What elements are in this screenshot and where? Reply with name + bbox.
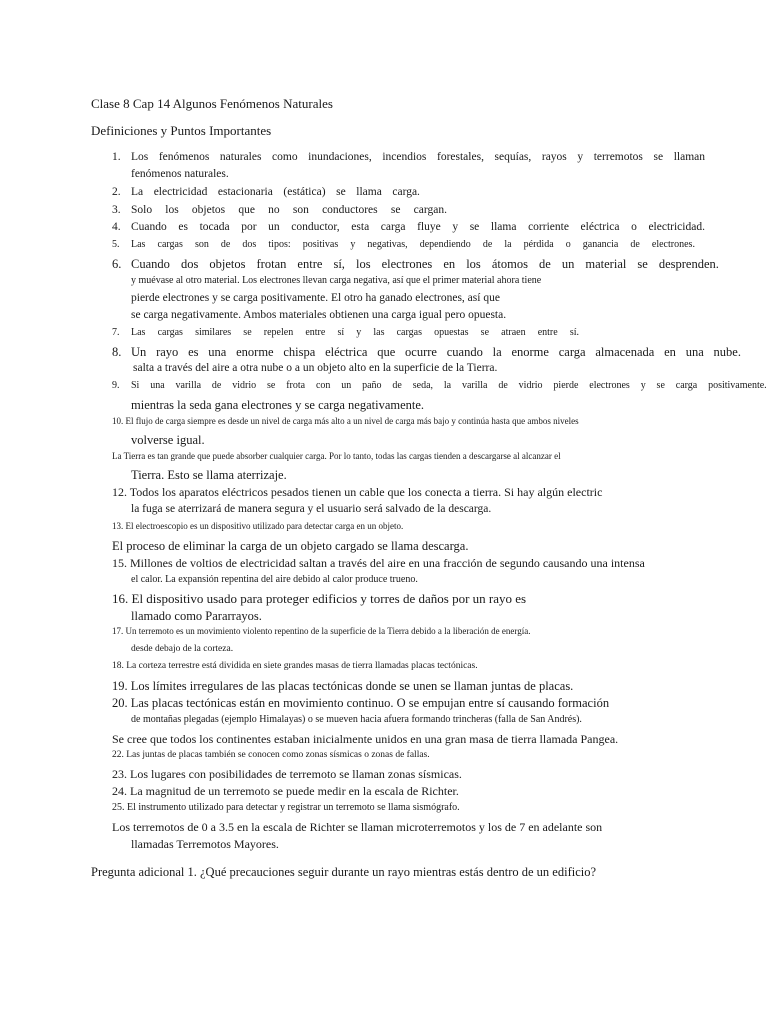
item-text: 13. El electroescopio es un dispositivo utilizado para detectar carga en un objeto.: [112, 521, 404, 531]
item-text-continued: llamadas Terremotos Mayores.: [131, 837, 279, 851]
item-text: Se cree que todos los continentes estaban inicialmente unidos en una gran masa de tierra llamada Pangea.: [112, 732, 619, 746]
item-text-continued: volverse igual.: [131, 433, 205, 447]
item-text-continued: llamado como Pararrayos.: [131, 609, 262, 623]
item-text-continued: mientras la seda gana electrones y se carga negativamente.: [131, 398, 425, 412]
item-number: 9.: [112, 380, 120, 391]
item-text: 16. El dispositivo usado para proteger edificios y torres de daños por un rayo es: [112, 591, 527, 606]
section-heading: Definiciones y Puntos Importantes: [91, 123, 272, 138]
item-text: Solo los objetos que no son conductores se cargan.: [131, 204, 447, 216]
item-text: Las cargas similares se repelen entre sí y las cargas opuestas se atraen entre sí.: [131, 327, 579, 338]
item-text-continued: fenómenos naturales.: [131, 168, 229, 180]
item-text: El proceso de eliminar la carga de un objeto cargado se llama descarga.: [112, 539, 469, 553]
item-text-continued: salta a través del aire a otra nube o a un objeto alto en la superficie de la Tierra.: [133, 362, 498, 374]
item-number: 2.: [112, 186, 121, 198]
item-text-continued: Tierra. Esto se llama aterrizaje.: [131, 468, 287, 482]
item-text: 24. La magnitud de un terremoto se puede medir en la escala de Richter.: [112, 784, 459, 798]
item-text-continued: pierde electrones y se carga positivamente. El otro ha ganado electrones, así que: [131, 292, 500, 304]
item-text: La electricidad estacionaria (estática) se llama carga.: [131, 186, 420, 198]
item-number: 8.: [112, 345, 122, 359]
item-text: 10. El flujo de carga siempre es desde un nivel de carga más alto a un nivel de carga más bajo y continúa hasta que ambos niveles: [112, 416, 579, 426]
item-text: 18. La corteza terrestre está dividida en siete grandes masas de tierra llamadas placas tectónicas.: [112, 661, 478, 671]
item-text: La Tierra es tan grande que puede absorber cualquier carga. Por lo tanto, todas las cargas tienden a descargarse al alcanzar el: [112, 451, 561, 461]
item-number: 6.: [112, 257, 122, 271]
item-text: 17. Un terremoto es un movimiento violento repentino de la superficie de la Tierra debido a la liberación de energía.: [112, 626, 531, 636]
item-text: 22. Las juntas de placas también se conocen como zonas sísmicas o zonas de fallas.: [112, 750, 430, 760]
item-text: Cuando dos objetos frotan entre sí, los electrones en los átomos de un material se desprenden.: [131, 257, 719, 271]
item-text: 12. Todos los aparatos eléctricos pesados tienen un cable que los conecta a tierra. Si hay algún electric: [112, 485, 603, 499]
item-text-continued: se carga negativamente. Ambos materiales obtienen una carga igual pero opuesta.: [131, 309, 507, 321]
item-text-continued: desde debajo de la corteza.: [131, 644, 234, 654]
item-number: 7.: [112, 327, 120, 338]
item-text: Las cargas son de dos tipos: positivas y negativas, dependiendo de la pérdida o ganancia de electrones.: [131, 239, 695, 250]
item-text: Cuando es tocada por un conductor, esta carga fluye y se llama corriente eléctrica o electricidad.: [131, 221, 705, 233]
item-number: 3.: [112, 204, 121, 216]
item-text-continued: el calor. La expansión repentina del aire debido al calor produce trueno.: [131, 574, 418, 585]
item-text: Un rayo es una enorme chispa eléctrica que ocurre cuando la enorme carga almacenada en una nube.: [131, 345, 741, 359]
item-number: 4.: [112, 221, 121, 233]
extra-question: Pregunta adicional 1. ¿Qué precauciones seguir durante un rayo mientras estás dentro de un edificio?: [91, 865, 597, 879]
item-text: Los fenómenos naturales como inundaciones, incendios forestales, sequías, rayos y terremotos se llaman: [131, 151, 705, 163]
item-number: 5.: [112, 239, 120, 250]
item-text: 25. El instrumento utilizado para detectar y registrar un terremoto se llama sismógrafo.: [112, 802, 460, 813]
item-text: Si una varilla de vidrio se frota con un paño de seda, la varilla de vidrio pierde electrones y se carga positivamente.: [131, 380, 767, 391]
item-text: 19. Los límites irregulares de las placas tectónicas donde se unen se llaman juntas de placas.: [112, 679, 574, 693]
item-text: 20. Las placas tectónicas están en movimiento continuo. O se empujan entre sí causando formación: [112, 696, 610, 710]
page-title: Clase 8 Cap 14 Algunos Fenómenos Naturales: [91, 96, 333, 111]
item-text-continued: y muévase al otro material. Los electrones llevan carga negativa, así que el primer material ahora tiene: [131, 275, 542, 286]
item-text-continued: de montañas plegadas (ejemplo Himalayas) o se mueven hacia afuera formando trincheras (falla de San Andrés).: [131, 714, 582, 725]
item-text: Los terremotos de 0 a 3.5 en la escala de Richter se llaman microterremotos y los de 7 en adelante son: [112, 820, 603, 834]
item-number: 1.: [112, 151, 121, 163]
item-text: 15. Millones de voltios de electricidad saltan a través del aire en una fracción de segundo causando una intensa: [112, 556, 645, 570]
item-text-continued: la fuga se aterrizará de manera segura y el usuario será salvado de la descarga.: [131, 503, 492, 515]
item-text: 23. Los lugares con posibilidades de terremoto se llaman zonas sísmicas.: [112, 767, 462, 781]
